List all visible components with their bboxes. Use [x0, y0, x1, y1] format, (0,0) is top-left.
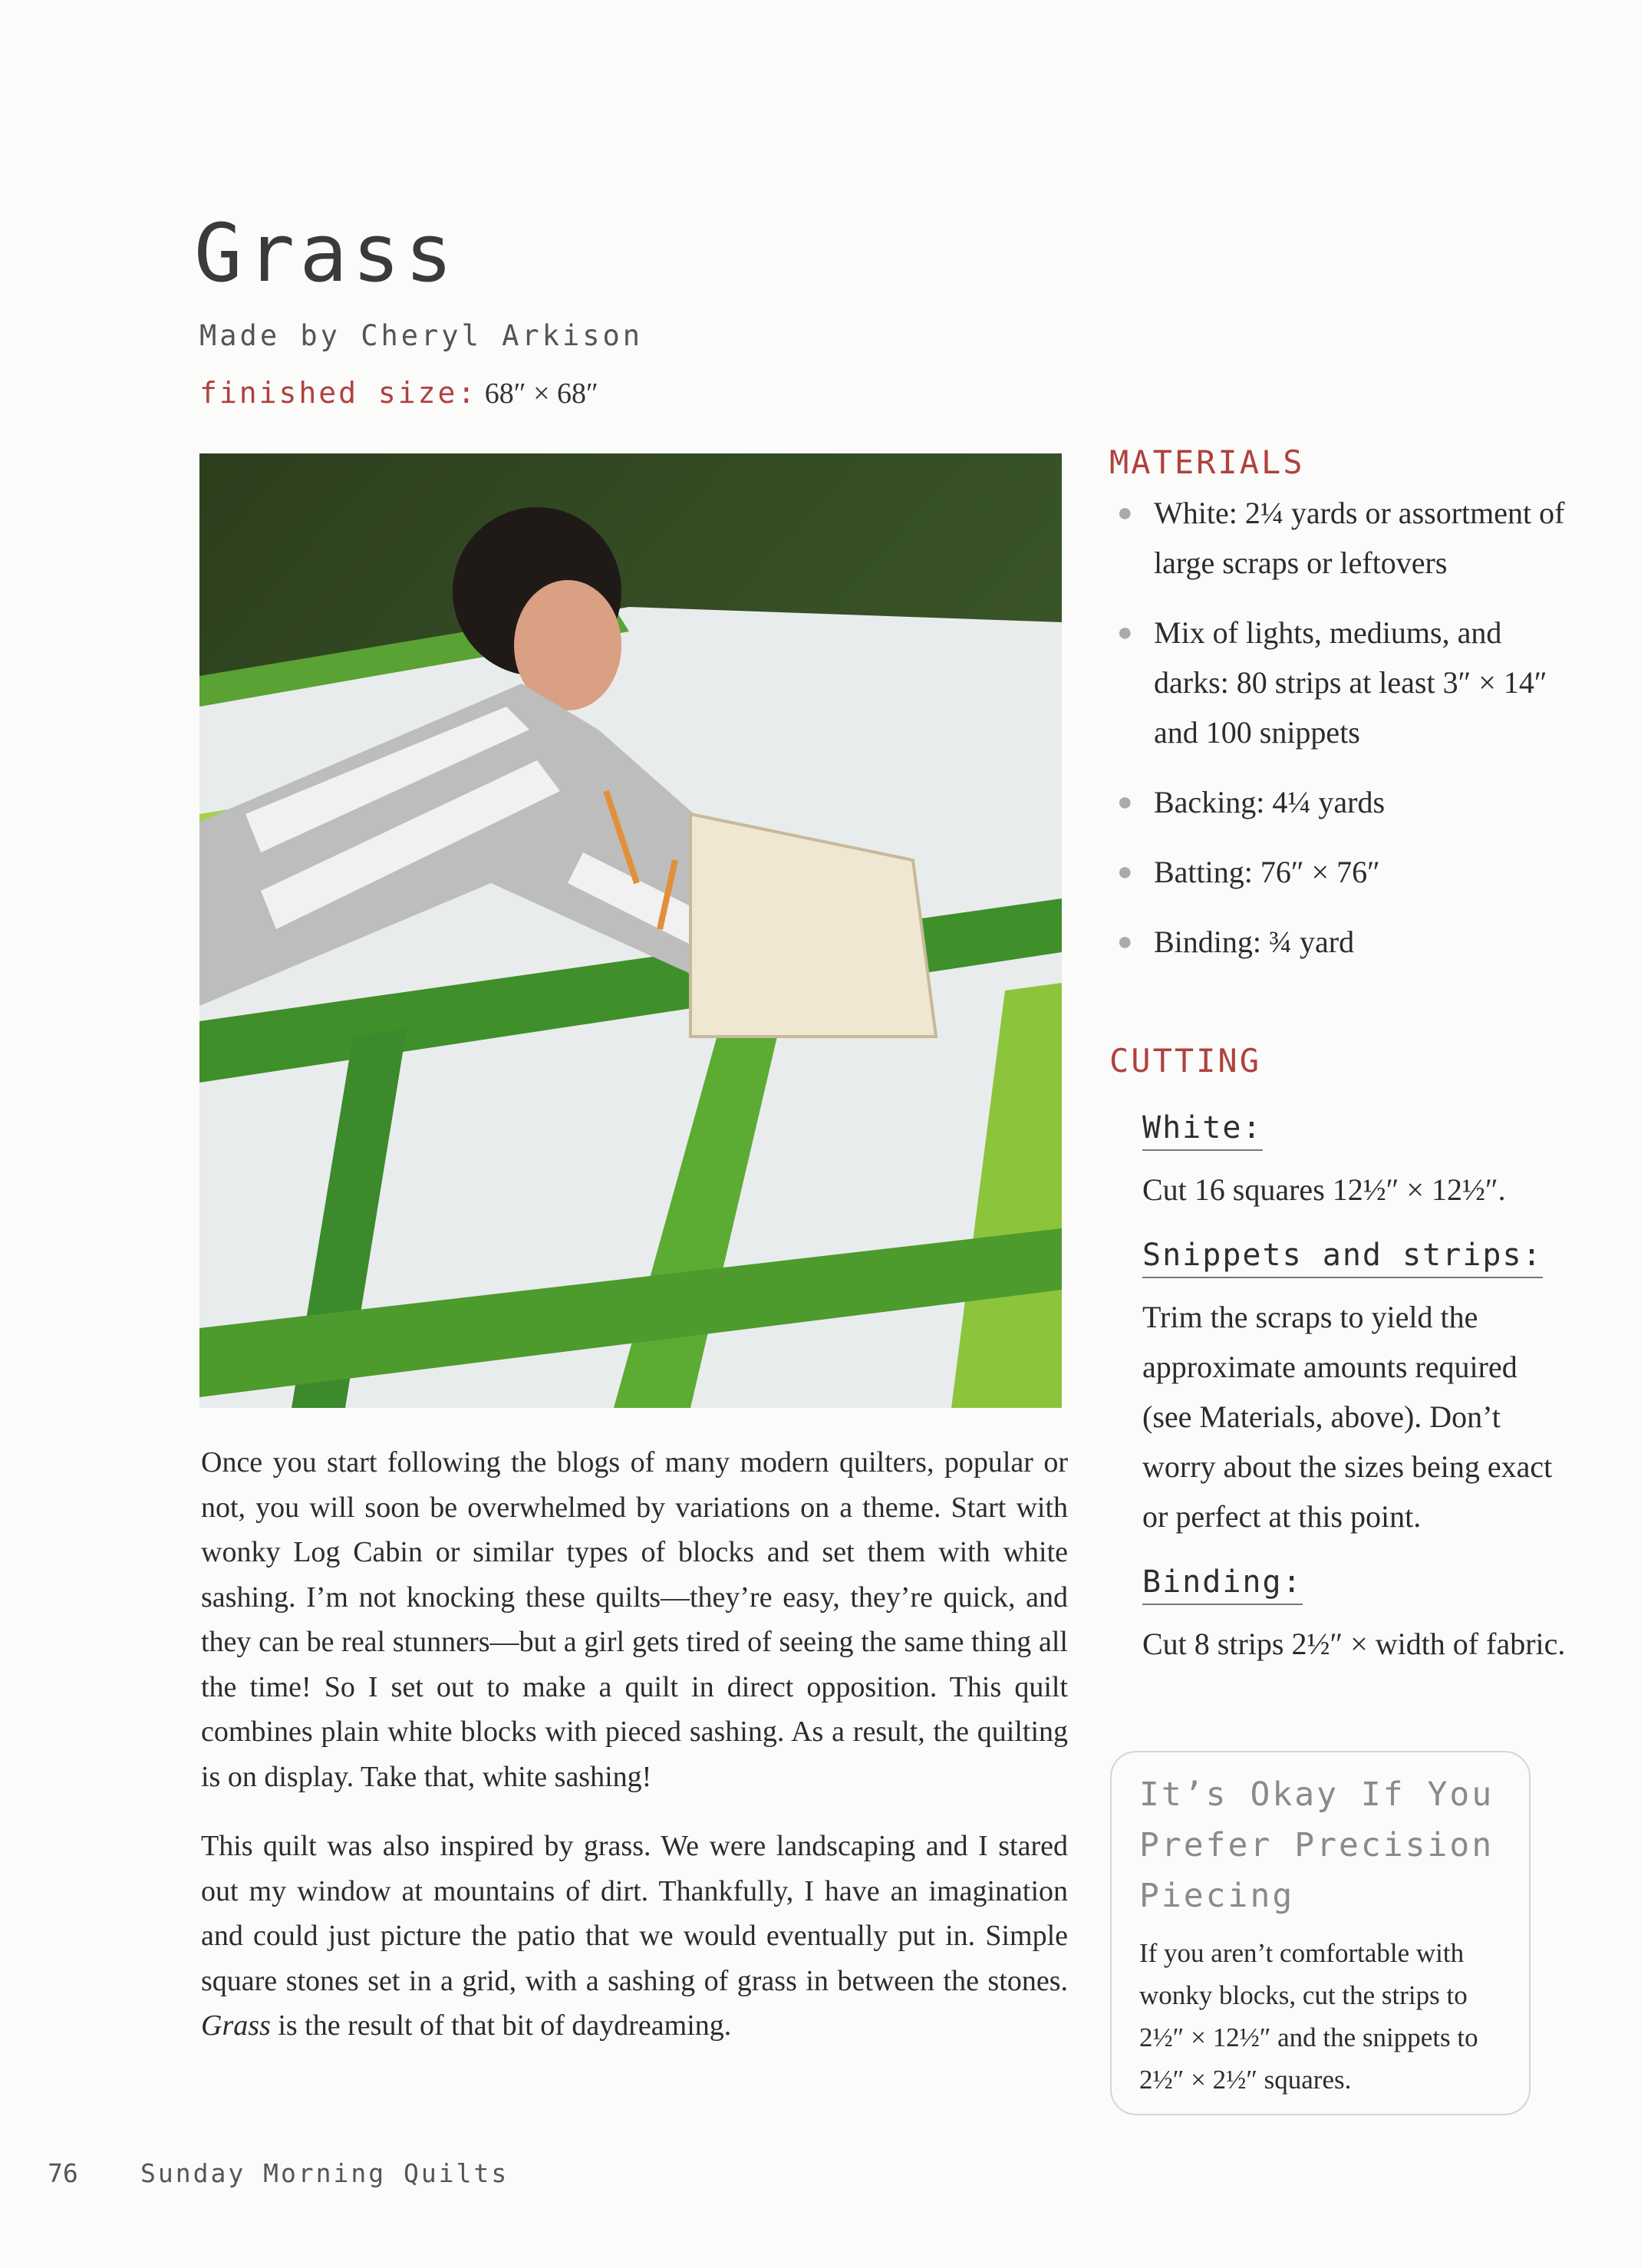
pattern-title: Grass	[194, 206, 458, 300]
material-text: Binding: ¾ yard	[1154, 925, 1355, 959]
cutting-heading: CUTTING	[1109, 1042, 1262, 1080]
bullet-icon: ●	[1117, 499, 1133, 527]
book-title: Sunday Morning Quilts	[140, 2158, 509, 2188]
materials-heading: MATERIALS	[1109, 443, 1305, 481]
inspiration-text: This quilt was also inspired by grass. We were landscaping and I stared out my window at mountains of dirt. Thankfully, I have an imagination and could just picture the patio that we would eventually put in. Simple square stones set in a grid, with a sashing of grass in between the stones.	[201, 1830, 1068, 1997]
white-subheading: White:	[1142, 1109, 1263, 1151]
tip-box	[1110, 1751, 1531, 2115]
tip-title: It’s Okay If You Prefer Precision Piecing	[1139, 1775, 1494, 1915]
inspiration-text-end: is the result of that bit of daydreaming.	[270, 2009, 732, 2042]
material-text: Backing: 4¼ yards	[1154, 785, 1386, 819]
list-item	[1109, 777, 1570, 827]
page-number: 76	[48, 2158, 78, 2188]
material-text: White: 2¼ yards or assortment of large scraps or leftovers	[1154, 496, 1565, 580]
snippets-instructions: Trim the scraps to yield the approximate amounts required (see Materials, above). Don’t worry about the sizes being exact or perfect at this point.	[1142, 1300, 1553, 1534]
tip-text: If you aren’t comfortable with wonky blocks, cut the strips to 2½″ × 12½″ and the snippets to 2½″ × 2½″ squares.	[1139, 1938, 1478, 2095]
material-text: Mix of lights, mediums, and darks: 80 strips at least 3″ × 14″ and 100 snippets	[1154, 615, 1547, 750]
finished-size	[199, 376, 598, 410]
materials-list	[1109, 488, 1570, 987]
bullet-icon: ●	[1117, 858, 1133, 886]
byline: Made by Cheryl Arkison	[199, 319, 644, 352]
list-item	[1109, 847, 1570, 897]
list-item	[1109, 608, 1570, 757]
white-instructions: Cut 16 squares 12½″ × 12½″.	[1142, 1172, 1506, 1207]
list-item	[1109, 917, 1570, 967]
inspiration-paragraph	[201, 1824, 1068, 2049]
material-text: Batting: 76″ × 76″	[1154, 855, 1380, 889]
finished-size-label: finished size:	[199, 376, 478, 410]
intro-paragraph: Once you start following the blogs of many modern quilters, popular or not, you will soon be overwhelmed by variations on a theme. Start with wonky Log Cabin or similar types of blocks and set them with white sashing. I’m not knocking these quilts—they’re easy, they’re quick, and they can be real stunners—but a girl gets tired of seeing the same thing all the time! So I set out to make a quilt in direct opposition. This quilt combines plain white blocks with pieced sashing. As a result, the quilting is on display. Take that, white sashing!	[201, 1446, 1068, 1793]
quilt-name-italic: Grass	[201, 2009, 271, 2042]
binding-instructions: Cut 8 strips 2½″ × width of fabric.	[1142, 1627, 1566, 1661]
snippets-subheading: Snippets and strips:	[1142, 1237, 1543, 1278]
bullet-icon: ●	[1117, 618, 1133, 647]
binding-subheading: Binding:	[1142, 1564, 1303, 1605]
bullet-icon: ●	[1117, 788, 1133, 816]
finished-size-value: 68″ × 68″	[484, 377, 598, 410]
list-item	[1109, 488, 1570, 588]
quilt-photo	[199, 453, 1062, 1408]
bullet-icon: ●	[1117, 928, 1133, 956]
